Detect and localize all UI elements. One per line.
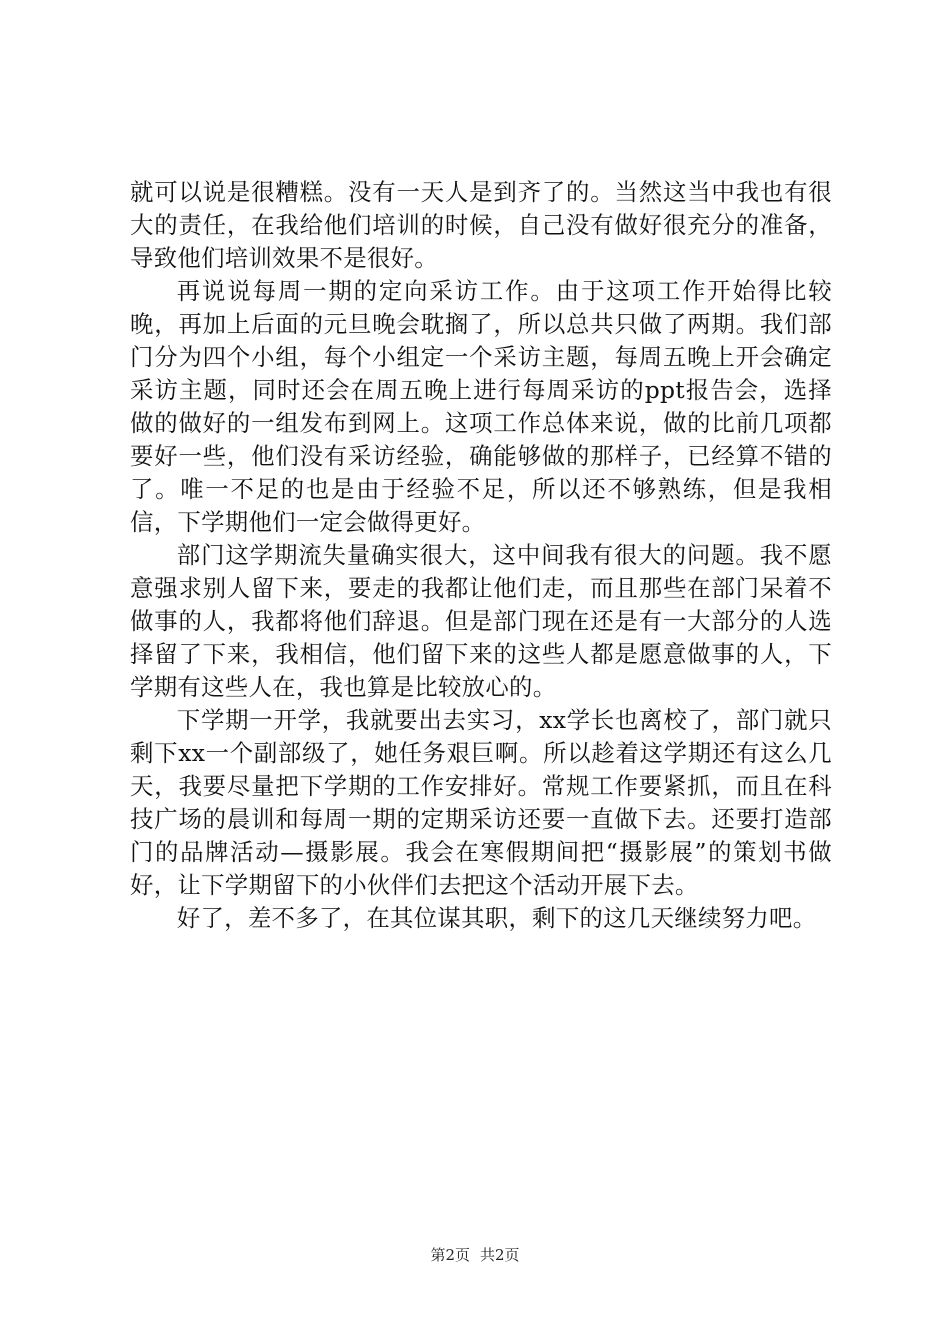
paragraph-member-loss: 部门这学期流失量确实很大，这中间我有很大的问题。我不愿意强求别人留下来，要走的我都让他们走，而且那些在部门呆着不做事的人，我都将他们辞退。但是部门现在还是有一大部分的人选择留了下来，我相信，他们留下来的这些人都是愿意做事的人，下学期有这些人在，我也算是比较放心的。 bbox=[130, 541, 832, 701]
page-total: 共2页 bbox=[480, 1246, 520, 1264]
paragraph-next-semester: 下学期一开学，我就要出去实习，xx学长也离校了，部门就只剩下xx一个副部级了，她任务艰巨啊。所以趁着这学期还有这么几天，我要尽量把下学期的工作安排好。常规工作要紧抓，而且在科技广场的晨训和每周一期的定期采访还要一直做下去。还要打造部门的品牌活动—摄影展。我会在寒假期间把“摄影展”的策划书做好，让下学期留下的小伙伴们去把这个活动开展下去。 bbox=[130, 706, 832, 899]
page-number: 第2页 bbox=[430, 1246, 470, 1264]
paragraph-continuation: 就可以说是很糟糕。没有一天人是到齐了的。当然这当中我也有很大的责任，在我给他们培训的时候，自己没有做好很充分的准备，导致他们培训效果不是很好。 bbox=[130, 178, 832, 272]
paragraph-closing: 好了，差不多了，在其位谋其职，剩下的这几天继续努力吧。 bbox=[176, 904, 817, 932]
paragraph-interview-work: 再说说每周一期的定向采访工作。由于这项工作开始得比较晚，再加上后面的元旦晚会耽搁了，所以总共只做了两期。我们部门分为四个小组，每个小组定一个采访主题，每周五晚上开会确定采访主题，同时还会在周五晚上进行每周采访的ppt报告会，选择做的做好的一组发布到网上。这项工作总体来说，做的比前几项都要好一些，他们没有采访经验，确能够做的那样子，已经算不错的了。唯一不足的也是由于经验不足，所以还不够熟练，但是我相信，下学期他们一定会做得更好。 bbox=[130, 277, 832, 536]
body-text bbox=[130, 176, 832, 935]
page-footer bbox=[0, 1245, 950, 1265]
